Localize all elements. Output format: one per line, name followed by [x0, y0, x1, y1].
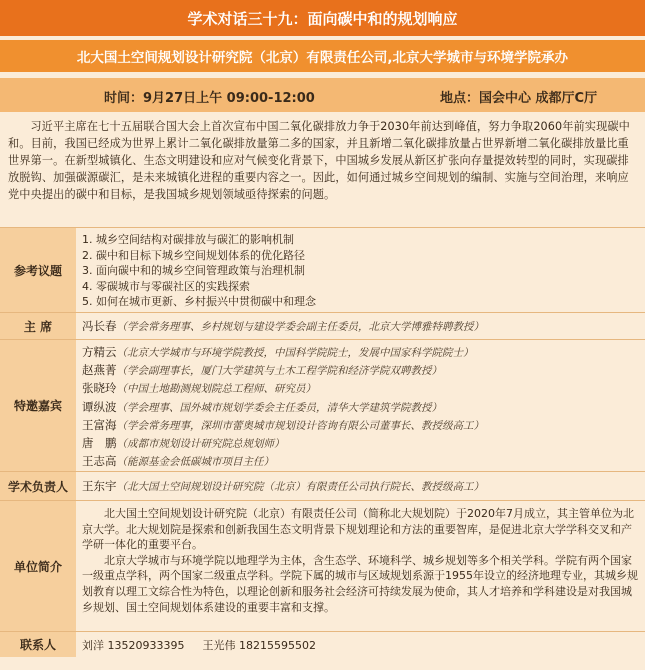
guest-name: 王富海: [82, 417, 117, 432]
organizers-text: 北大国土空间规划设计研究院（北京）有限责任公司,北京大学城市与环境学院承办: [76, 50, 569, 66]
guests-label: 特邀嘉宾: [0, 340, 76, 471]
unit-row: [0, 500, 645, 631]
intro-paragraph: 习近平主席在七十五届联合国大会上首次宣布中国二氧化碳排放力争于2030年前达到峰值，努力争取2060年前实现碳中和。目前，我国已经成为世界上累计二氧化碳排放量第二多的国家，并且新增二氧化碳排放量占世界新增二氧化碳排放量比重世界第一。在新型城镇化、生态文明建设和应对气候变化背景下，中国城乡发展从新区扩张向存量提效转型的同时，实现碳排放脱钩、加强碳源碳汇，是未来城镇化进程的重要内容之一。因此，如何通过城乡空间规划的编制、实施与空间治理，来响应党中央提出的碳中和目标，是我国城乡规划领域亟待探索的问题。: [8, 120, 630, 201]
guest-role: （学会副理事长，厦门大学建筑与土木工程学院和经济学院双聘教授）: [116, 365, 442, 378]
contact-person: 刘洋 13520933395: [82, 638, 185, 652]
unit-paragraph: 北京大学城市与环境学院以地理学为主体，含生态学、环境科学、城乡规划等多个相关学科。学院有两个国家一级重点学科，两个国家二级重点学科。学院下属的城市与区域规划系源于1955年设立的经济地理专业，其城乡规划教育以理工文综合性为特色，以理论创新和服务社会经济可持续发展为使命，其人才培养和学科建设是对我国城乡规划、国土空间规划体系建设的重要丰富和支撑。: [82, 553, 638, 614]
guest-name: 唐 鹏: [82, 436, 117, 451]
lead-label: 学术负责人: [0, 472, 76, 500]
lead-role: （北大国土空间规划设计研究院（北京）有限责任公司执行院长、教授级高工）: [116, 480, 484, 493]
organizers-banner: [0, 40, 645, 72]
host-row: [0, 312, 645, 339]
guest-role: （能源基金会低碳城市项目主任）: [116, 456, 274, 469]
contact-row: [0, 631, 645, 657]
guest-item: [82, 435, 645, 453]
guest-item: [82, 417, 645, 435]
guest-name: 张晓玲: [82, 381, 117, 396]
guest-role: （学会理事、国外城市规划学委会主任委员，清华大学建筑学院教授）: [116, 401, 442, 414]
host-role: （学会常务理事、乡村规划与建设学委会副主任委员，北京大学博雅特聘教授）: [116, 320, 484, 333]
topic-item: 4. 零碳城市与零碳社区的实践探索: [82, 279, 250, 293]
lead-row: [0, 471, 645, 500]
lead-name: 王东宇: [82, 479, 117, 493]
guest-item: [82, 380, 645, 398]
guest-name: 谭纵波: [82, 399, 117, 414]
guest-item: [82, 399, 645, 417]
guest-item: [82, 344, 645, 362]
guest-role: （成都市规划设计研究院总规划师）: [116, 438, 285, 451]
page-title: [0, 0, 645, 36]
guest-role: （中国土地勘测规划院总工程师、研究员）: [116, 383, 316, 396]
topic-item: 3. 面向碳中和的城乡空间管理政策与治理机制: [82, 264, 305, 278]
guest-name: 赵燕菁: [82, 363, 117, 378]
host-label: 主 席: [0, 313, 76, 339]
topic-item: 2. 碳中和目标下城乡空间规划体系的优化路径: [82, 248, 305, 262]
guest-role: （学会常务理事，深圳市蕾奥城市规划设计咨询有限公司董事长、教授级高工）: [116, 419, 484, 432]
unit-paragraph: 北大国土空间规划设计研究院（北京）有限责任公司（简称北大规划院）于2020年7月成立，其主管单位为北京大学。北大规划院是探索和创新我国生态文明背景下规划理论和方法的重要智库，是促进北京大学学科交叉和产学研一体化的重要平台。: [82, 507, 634, 552]
guest-name: 方精云: [82, 345, 117, 359]
guest-role: （北京大学城市与环境学院教授，中国科学院院士，发展中国家科学院院士）: [116, 347, 474, 359]
topic-item: 5. 如何在城市更新、乡村振兴中贯彻碳中和理念: [82, 295, 316, 309]
info-table: [0, 227, 645, 657]
guest-name: 王志高: [82, 454, 117, 469]
guest-item: [82, 362, 645, 380]
topics-label: 参考议题: [0, 228, 76, 312]
title-text: 学术对话三十九：面向碳中和的规划响应: [187, 9, 458, 28]
event-place: 地点：国会中心 成都厅C厅: [440, 91, 598, 106]
info-banner: [0, 78, 645, 112]
contact-label: 联系人: [0, 632, 76, 657]
event-time: 时间：9月27日上午 09:00-12:00: [104, 91, 315, 106]
contact-person: 王光伟 18215595502: [202, 638, 316, 652]
guests-row: [0, 339, 645, 471]
unit-label: 单位简介: [0, 501, 76, 631]
topics-list: [76, 228, 645, 312]
unit-description: [76, 501, 645, 631]
guest-item: [82, 453, 645, 471]
host-name: 冯长春: [82, 319, 117, 333]
topic-item: 1. 城乡空间结构对碳排放与碳汇的影响机制: [82, 233, 294, 246]
guests-list: [76, 340, 645, 471]
topics-row: [0, 227, 645, 312]
